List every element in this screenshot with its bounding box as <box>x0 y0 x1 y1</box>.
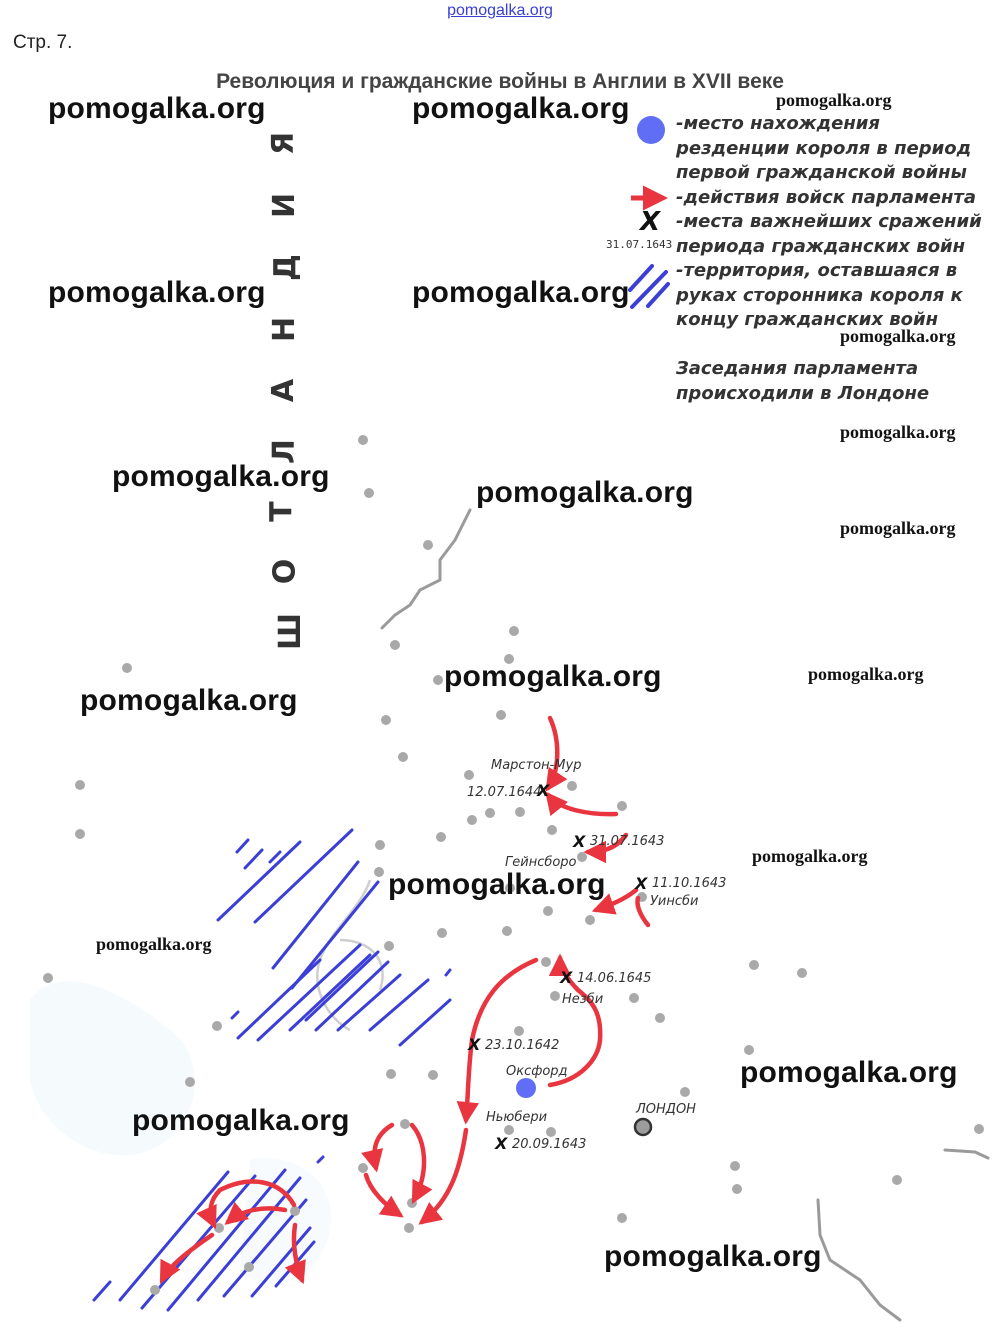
place-london: ЛОНДОН <box>636 1102 696 1117</box>
battle-x-newbury: X <box>495 1134 508 1153</box>
battle-date-winceby: 11.10.1643 <box>652 876 727 891</box>
watermark: pomogalka.org <box>80 684 298 717</box>
map-title: Революция и гражданские войны в Англии в XVII веке <box>216 70 784 93</box>
place-oxford: Оксфорд <box>506 1064 568 1079</box>
place-winceby: Уинсби <box>650 894 699 909</box>
arrow-loop-west <box>374 1125 392 1168</box>
place-gainsborough: Гейнсборо <box>505 855 577 870</box>
battle-x-winceby: X <box>635 874 648 893</box>
legend-battle-text: -места важнейших сражений периода гражданских войн <box>676 211 982 257</box>
london-marker <box>635 1119 651 1135</box>
watermark: pomogalka.org <box>412 92 630 125</box>
scotland-letter-7: Т <box>264 501 300 522</box>
river-southeast <box>818 1200 900 1320</box>
arrow-loop-down <box>366 1175 400 1215</box>
scotland-letter-8: О <box>267 558 303 585</box>
battle-date-edgehill: 23.10.1642 <box>485 1038 560 1053</box>
watermark: pomogalka.org <box>740 1056 958 1089</box>
scotland-letter-3: Д <box>267 254 303 281</box>
arrow-loop-east <box>412 1125 424 1200</box>
battle-x-gainsborough: X <box>573 832 586 851</box>
arrow-winceby-tail <box>637 898 648 925</box>
watermark: pomogalka.org <box>840 518 956 538</box>
legend-residence-circle <box>637 116 665 144</box>
scotland-letter-4: Н <box>267 316 303 343</box>
legend-arrow-text: -действия войск парламента <box>676 187 977 208</box>
river-east <box>945 1150 988 1158</box>
place-naseby: Незби <box>562 992 604 1007</box>
watermark: pomogalka.org <box>840 326 956 346</box>
legend-royalist-hatch <box>630 266 668 307</box>
watermark: pomogalka.org <box>776 90 892 110</box>
scotland-letter-1: Я <box>266 131 302 156</box>
scotland-letter-5: А <box>266 378 302 403</box>
watermark: pomogalka.org <box>412 276 630 309</box>
battle-date-newbury: 20.09.1643 <box>512 1137 587 1152</box>
legend-battle-date: 31.07.1643 <box>606 238 673 251</box>
arrow-to-marston-moor-north <box>548 718 557 788</box>
rivers <box>382 510 988 1320</box>
battle-x-naseby: X <box>560 968 573 987</box>
arrow-newbury-south <box>422 1130 466 1222</box>
river-north <box>382 510 470 628</box>
arrow-to-marston-moor-east <box>548 795 616 814</box>
legend-note: Заседания парламента происходили в Лондоне <box>676 358 930 404</box>
watermark: pomogalka.org <box>132 1104 350 1137</box>
legend-hatch-text: -территория, оставшаяся в руках сторонника короля к концу гражданских войн <box>676 260 963 330</box>
place-newbury: Ньюбери <box>486 1110 548 1125</box>
battle-date-naseby: 14.06.1645 <box>577 971 652 986</box>
scotland-letter-2: И <box>267 192 303 219</box>
place-marston-moor: Марстон-Мур <box>491 758 582 773</box>
battle-x-marston-moor: X <box>537 781 550 800</box>
watermark: pomogalka.org <box>112 460 330 493</box>
battle-x-edgehill: X <box>468 1035 481 1054</box>
watermark: pomogalka.org <box>444 660 662 693</box>
legend-residence-text: -место нахождения резденции короля в период первой гражданской войны <box>676 113 972 183</box>
scotland-letter-9: Ш <box>273 612 309 651</box>
watermark: pomogalka.org <box>752 846 868 866</box>
battle-date-marston-moor: 12.07.1644 <box>467 785 542 800</box>
watermark: pomogalka.org <box>48 276 266 309</box>
watermark: pomogalka.org <box>808 664 924 684</box>
watermark: pomogalka.org <box>48 92 266 125</box>
watermark: pomogalka.org <box>476 476 694 509</box>
page-reference: Стр. 7. <box>13 32 73 53</box>
watermark: pomogalka.org <box>388 868 606 901</box>
watermark: pomogalka.org <box>840 422 956 442</box>
watermark: pomogalka.org <box>96 934 212 954</box>
watermark: pomogalka.org <box>604 1240 822 1273</box>
battle-date-gainsborough: 31.07.1643 <box>590 834 665 849</box>
top-watermark[interactable]: pomogalka.org <box>447 2 553 19</box>
legend-battle-x-icon: X <box>640 207 661 237</box>
scotland-letter-6: Л <box>266 439 302 464</box>
oxford-residence-marker <box>516 1078 536 1098</box>
